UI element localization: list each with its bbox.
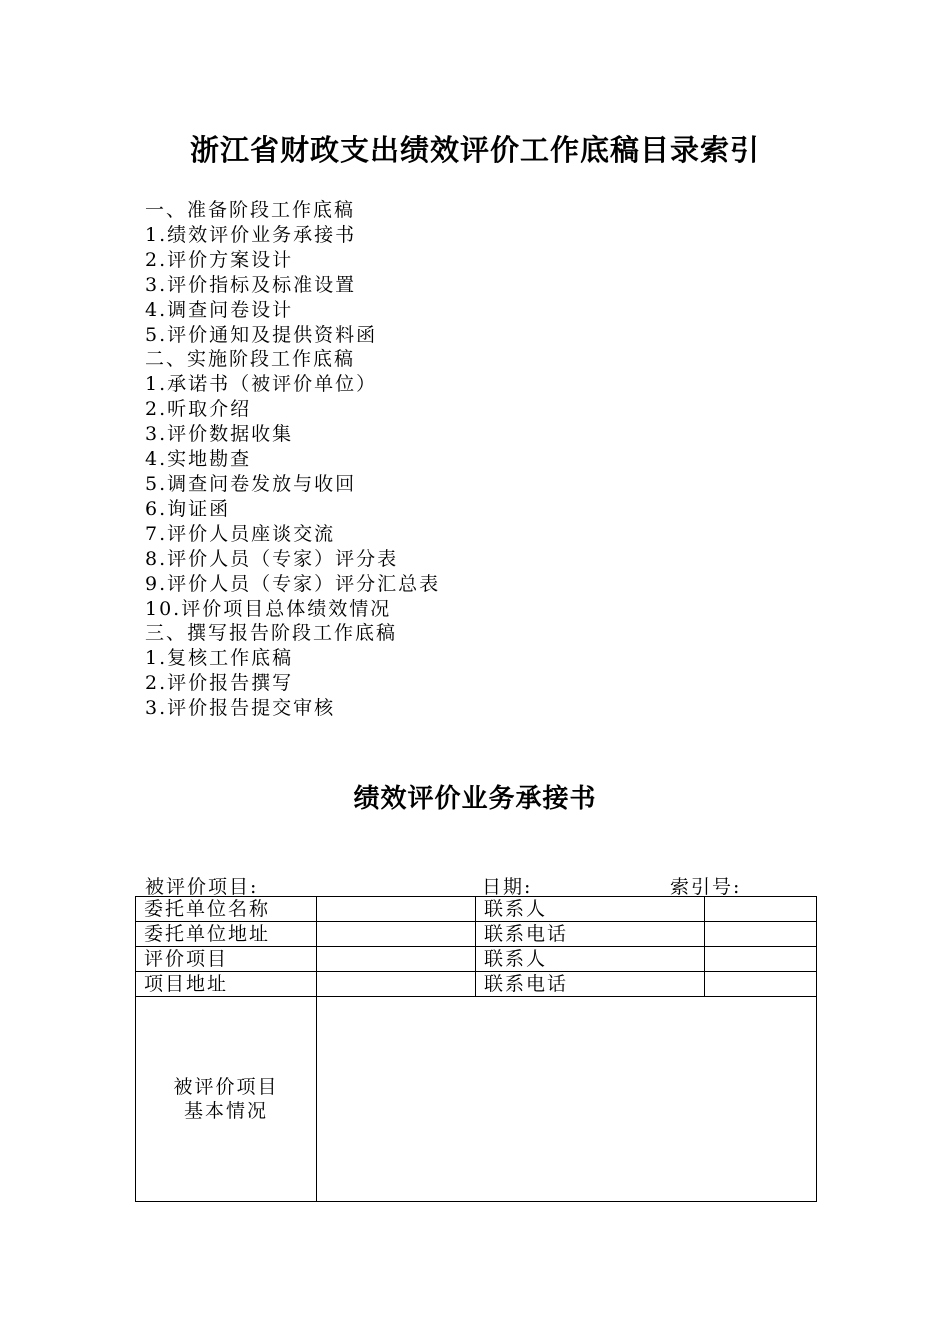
index-item: 2.听取介绍: [145, 398, 252, 421]
field-value[interactable]: [317, 897, 476, 922]
basic-info-label-line1: 被评价项目: [173, 1076, 279, 1098]
field-value[interactable]: [317, 947, 476, 972]
index-item: 4.实地勘查: [145, 448, 252, 471]
index-item: 一、准备阶段工作底稿: [145, 199, 356, 221]
index-item: 5.调查问卷发放与收回: [145, 472, 357, 495]
index-item: 5.评价通知及提供资料函: [145, 323, 378, 346]
field-label: 委托单位名称: [136, 897, 317, 922]
index-item: 三、撰写报告阶段工作底稿: [145, 622, 398, 645]
index-number-label: 索引号:: [670, 876, 742, 898]
basic-info-label-line2: 基本情况: [183, 1100, 268, 1122]
field-value[interactable]: [705, 897, 817, 922]
index-item: 1.绩效评价业务承接书: [145, 223, 357, 246]
field-label: 联系人: [476, 897, 705, 922]
index-item: 2.评价报告撰写: [145, 672, 294, 695]
index-item: 2.评价方案设计: [145, 248, 294, 271]
index-item: 1.承诺书（被评价单位）: [145, 373, 378, 396]
form-meta-row: [0, 872, 950, 898]
table-row: [136, 897, 817, 922]
index-item: 3.评价指标及标准设置: [145, 273, 357, 296]
field-label: 联系电话: [476, 922, 705, 947]
field-value[interactable]: [705, 922, 817, 947]
table-row: [136, 947, 817, 972]
index-item: 7.评价人员座谈交流: [145, 522, 336, 545]
document-title: 浙江省财政支出绩效评价工作底稿目录索引: [189, 133, 760, 167]
basic-info-value[interactable]: [317, 997, 817, 1202]
field-value[interactable]: [705, 947, 817, 972]
field-value[interactable]: [317, 922, 476, 947]
acceptance-form-table: [135, 896, 817, 1202]
index-item: 8.评价人员（专家）评分表: [145, 547, 399, 570]
index-item: 3.评价报告提交审核: [145, 697, 336, 720]
field-label: 评价项目: [136, 947, 317, 972]
field-value[interactable]: [317, 972, 476, 997]
basic-info-label: [136, 997, 317, 1202]
field-label: 委托单位地址: [136, 922, 317, 947]
field-label: 联系电话: [476, 972, 705, 997]
index-item: 4.调查问卷设计: [145, 298, 294, 321]
table-row: [136, 922, 817, 947]
index-item: 10.评价项目总体绩效情况: [145, 597, 392, 620]
section-title: 绩效评价业务承接书: [353, 784, 597, 814]
index-item: 二、实施阶段工作底稿: [145, 348, 356, 371]
table-row: [136, 997, 817, 1202]
index-list: [145, 198, 440, 721]
field-label: 联系人: [476, 947, 705, 972]
index-item: 1.复核工作底稿: [145, 647, 294, 670]
date-label: 日期:: [482, 876, 533, 898]
index-item: 6.询证函: [145, 497, 231, 520]
index-item: 3.评价数据收集: [145, 423, 294, 446]
table-row: [136, 972, 817, 997]
project-label: 被评价项目:: [145, 876, 259, 898]
field-value[interactable]: [705, 972, 817, 997]
field-label: 项目地址: [136, 972, 317, 997]
index-item: 9.评价人员（专家）评分汇总表: [145, 572, 441, 595]
